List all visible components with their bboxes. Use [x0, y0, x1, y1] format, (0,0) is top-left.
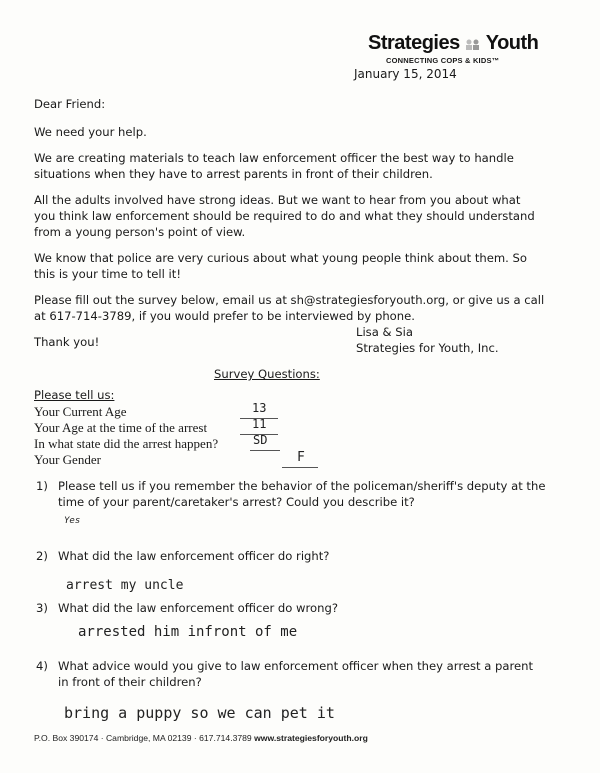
logo-tagline: CONNECTING COPS & KIDS™ — [386, 56, 500, 65]
please-tell-us-label: Please tell us: — [34, 388, 115, 402]
signature-names: Lisa & Sia — [356, 325, 413, 339]
question-4-number: 4) — [36, 659, 48, 673]
paragraph-1: We need your help. — [34, 125, 147, 139]
paragraph-4-line-1: We know that police are very curious about what young people think about them. So — [34, 251, 527, 265]
footer — [34, 733, 368, 743]
arrest-state-line — [250, 450, 280, 451]
paragraph-3-line-2: you think law enforcement should be required to do and what they should understand — [34, 209, 535, 223]
paragraph-5-line-1: Please fill out the survey below, email us at sh@strategiesforyouth.org, or give us a call — [34, 293, 545, 307]
question-1-number: 1) — [36, 479, 48, 493]
signature-organization: Strategies for Youth, Inc. — [356, 341, 499, 355]
question-4-answer: bring a puppy so we can pet it — [64, 704, 335, 722]
question-1-line-1: Please tell us if you remember the behavior of the policeman/sheriff's deputy at the — [58, 479, 546, 493]
gender-line — [282, 467, 318, 468]
current-age-answer: 13 — [252, 401, 267, 415]
paragraph-2-line-2: situations when they have to arrest parents in front of their children. — [34, 167, 433, 181]
field-label-arrest-age: Your Age at the time of the arrest — [34, 420, 208, 435]
survey-title: Survey Questions: — [214, 367, 320, 381]
question-1-line-2: time of your parent/caretaker's arrest? Could you describe it? — [58, 495, 415, 509]
closing: Thank you! — [34, 335, 100, 349]
organization-logo — [368, 32, 568, 65]
question-4-line-2: in front of their children? — [58, 675, 202, 689]
question-2-number: 2) — [36, 549, 48, 563]
field-label-gender: Your Gender — [34, 452, 101, 467]
paragraph-5-line-2: at 617-714-3789, if you would prefer to be interviewed by phone. — [34, 309, 415, 323]
question-3-line-1: What did the law enforcement officer do wrong? — [58, 601, 339, 615]
gender-answer: F — [297, 450, 305, 465]
question-1-answer: Yes — [64, 516, 81, 526]
logo-name-left: Strategies — [368, 32, 460, 54]
footer-address: P.O. Box 390174 · Cambridge, MA 02139 · 617.714.3789 — [34, 733, 255, 743]
field-label-arrest-state: In what state did the arrest happen? — [34, 436, 219, 451]
paragraph-3-line-1: All the adults involved have strong ideas. But we want to hear from you about what — [34, 193, 521, 207]
paragraph-2-line-1: We are creating materials to teach law enforcement officer the best way to handle — [34, 151, 514, 165]
field-label-current-age: Your Current Age — [34, 404, 127, 419]
question-2-answer: arrest my uncle — [66, 578, 184, 593]
question-3-answer: arrested him infront of me — [78, 624, 298, 640]
paragraph-3-line-3: from a young person's point of view. — [34, 225, 246, 239]
greeting: Dear Friend: — [34, 97, 106, 111]
footer-website: www.strategiesforyouth.org — [254, 733, 368, 743]
letter-date: January 15, 2014 — [354, 67, 457, 81]
arrest-age-answer: 11 — [252, 417, 267, 431]
logo-name-right: Youth — [485, 32, 539, 54]
question-2-line-1: What did the law enforcement officer do right? — [58, 549, 330, 563]
arrest-state-answer: SD — [253, 433, 268, 447]
paragraph-4-line-2: this is your time to tell it! — [34, 267, 181, 281]
question-4-line-1: What advice would you give to law enforcement officer when they arrest a parent — [58, 659, 534, 673]
logo-figures-icon — [464, 38, 482, 50]
question-3-number: 3) — [36, 601, 48, 615]
